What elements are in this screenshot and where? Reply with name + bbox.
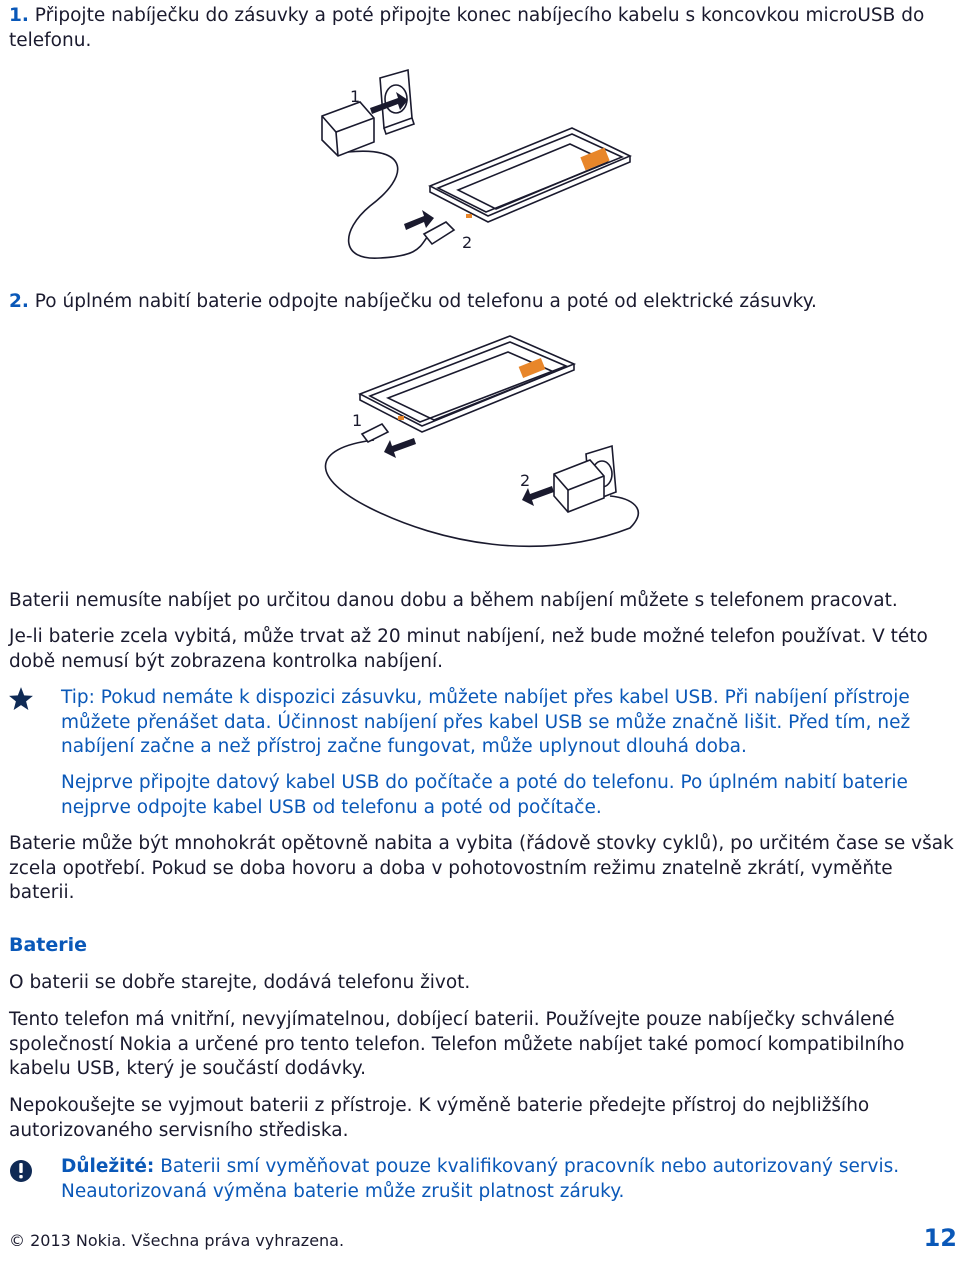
charger-disconnect-illustration xyxy=(310,328,650,560)
section-heading: Baterie xyxy=(9,934,88,956)
illus1-label-1: 1 xyxy=(350,87,361,106)
step-2 xyxy=(9,290,954,315)
page-number: 12 xyxy=(923,1224,957,1252)
step-1-number: 1. xyxy=(9,5,29,26)
tip-block xyxy=(61,686,951,760)
paragraph-charging-time: Baterii nemusíte nabíjet po určitou danou dobu a během nabíjení můžete s telefonem pracovat. xyxy=(9,590,898,611)
paragraph-empty-battery: Je-li baterie zcela vybitá, může trvat až 20 minut nabíjení, než bude možné telefon používat. V této době nemusí být zobrazena kontrolka nabíjení. xyxy=(9,626,928,672)
paragraph-battery-life: Baterie může být mnohokrát opětovně nabita a vybita (řádově stovky cyklů), po určitém čase se však zcela opotřebí. Pokud se doba hovoru a doba v pohotovostním režimu znatelně zkrátí, vyměňte baterii. xyxy=(9,833,954,903)
tip-text-2: Nejprve připojte datový kabel USB do počítače a poté do telefonu. Po úplném nabití baterie nejprve odpojte kabel USB od telefonu a poté od počítače. xyxy=(61,772,908,818)
step-1 xyxy=(9,4,954,53)
illus1-label-2: 2 xyxy=(462,233,473,252)
step-2-number: 2. xyxy=(9,291,29,312)
tip-label: Tip: xyxy=(61,687,95,708)
arrow-icon xyxy=(404,210,434,230)
important-block xyxy=(61,1155,951,1204)
illus2-label-1: 1 xyxy=(352,411,363,430)
copyright: © 2013 Nokia. Všechna práva vyhrazena. xyxy=(9,1231,345,1250)
star-icon xyxy=(8,686,34,712)
tip-text: Pokud nemáte k dispozici zásuvku, můžete nabíjet přes kabel USB. Při nabíjení přístroje můžete přenášet data. Účinnost nabíjení přes kabel USB se může značně lišit. Před tím, než nabíjení začne a než přístroj začne fungovat, může uplynout dlouhá doba. xyxy=(61,687,911,757)
illus2-label-2: 2 xyxy=(520,471,531,490)
section-paragraph-2: Nepokoušejte se vyjmout baterii z přístroje. K výměně baterie předejte přístroj do nejbližšího autorizovaného servisního střediska. xyxy=(9,1095,870,1141)
step-1-text: Připojte nabíječku do zásuvky a poté připojte konec nabíjecího kabelu s koncovkou microUSB do telefonu. xyxy=(9,5,925,51)
important-text: Baterii smí vyměňovat pouze kvalifikovaný pracovník nebo autorizovaný servis. Neautorizovaná výměna baterie může zrušit platnost záruky. xyxy=(61,1156,900,1202)
step-2-text: Po úplném nabití baterie odpojte nabíječku od telefonu a poté od elektrické zásuvky. xyxy=(34,291,817,312)
important-label: Důležité: xyxy=(61,1156,155,1177)
section-intro: O baterii se dobře starejte, dodává telefonu život. xyxy=(9,972,471,993)
exclamation-icon xyxy=(9,1157,33,1185)
charger-connect-illustration xyxy=(300,66,660,278)
section-paragraph-1: Tento telefon má vnitřní, nevyjímatelnou, dobíjecí baterii. Používejte pouze nabíječky schválené společností Nokia a určené pro tento telefon. Telefon můžete nabíjet také pomocí kompatibilního kabelu USB, který je součástí dodávky. xyxy=(9,1009,905,1079)
arrow-icon xyxy=(384,438,416,458)
